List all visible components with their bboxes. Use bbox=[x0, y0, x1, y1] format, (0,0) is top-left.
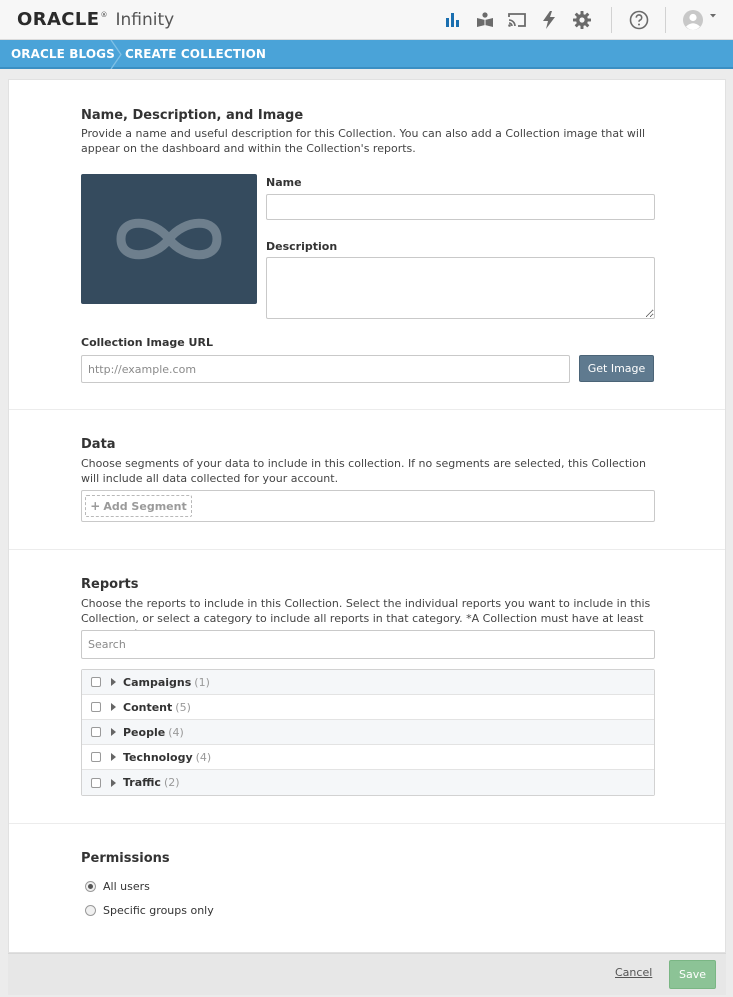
category-count: (2) bbox=[163, 776, 180, 789]
help-icon[interactable] bbox=[628, 9, 650, 31]
name-input[interactable] bbox=[266, 194, 655, 220]
add-segment-label: Add Segment bbox=[103, 499, 187, 513]
logo-registered-mark: ® bbox=[100, 11, 108, 19]
expand-triangle-icon[interactable] bbox=[111, 703, 116, 711]
app-header bbox=[0, 0, 733, 40]
name-label: Name bbox=[266, 176, 302, 189]
radio-button[interactable] bbox=[85, 905, 96, 916]
category-checkbox[interactable] bbox=[91, 702, 101, 712]
get-image-button[interactable]: Get Image bbox=[579, 355, 654, 382]
category-checkbox[interactable] bbox=[91, 778, 101, 788]
add-segment-button[interactable] bbox=[85, 495, 192, 517]
breadcrumb bbox=[0, 40, 733, 69]
collection-image-preview bbox=[81, 174, 257, 304]
cast-icon[interactable] bbox=[506, 9, 528, 31]
category-name: Traffic bbox=[123, 776, 161, 789]
lightning-icon[interactable] bbox=[538, 9, 560, 31]
report-category-list bbox=[81, 669, 655, 796]
category-count: (4) bbox=[195, 750, 212, 764]
expand-triangle-icon[interactable] bbox=[111, 753, 116, 761]
name-section-title: Name, Description, and Image bbox=[81, 108, 304, 123]
bar-chart-icon[interactable] bbox=[442, 9, 464, 31]
report-category-row[interactable] bbox=[82, 670, 654, 695]
description-label: Description bbox=[266, 240, 338, 253]
section-divider bbox=[9, 549, 725, 550]
category-count: (1) bbox=[194, 675, 210, 689]
image-url-input[interactable] bbox=[81, 355, 570, 383]
report-category-row[interactable] bbox=[82, 720, 654, 745]
form-footer bbox=[8, 953, 726, 995]
cancel-link[interactable]: Cancel bbox=[615, 966, 653, 979]
segment-selector[interactable] bbox=[81, 490, 655, 522]
plus-icon: + bbox=[90, 499, 101, 513]
gear-icon[interactable] bbox=[571, 9, 593, 31]
name-section-description: Provide a name and useful description for this Collection. You can also add a Collection image that will appear on the dashboard and within the Collection's reports. bbox=[81, 127, 646, 155]
radio-label: All users bbox=[103, 880, 150, 893]
header-divider bbox=[611, 7, 612, 33]
breadcrumb-separator-icon bbox=[110, 40, 126, 69]
reports-section-description: Choose the reports to include in this Collection. Select the individual reports you want to include in this Collection, or select a category to include all reports in that category. *A Collection must have at least bbox=[81, 597, 651, 625]
radio-label: Specific groups only bbox=[103, 904, 214, 917]
book-icon[interactable] bbox=[474, 9, 496, 31]
category-name: Campaigns bbox=[123, 675, 192, 689]
oracle-infinity-logo[interactable] bbox=[17, 9, 174, 30]
permissions-section-title: Permissions bbox=[81, 851, 170, 866]
logo-product-name: Infinity bbox=[115, 10, 175, 30]
logo-brand: ORACLE bbox=[17, 9, 100, 30]
category-name: Content bbox=[123, 700, 173, 714]
user-avatar-icon[interactable] bbox=[681, 9, 719, 31]
permission-option-specific-groups[interactable] bbox=[85, 904, 214, 917]
header-divider bbox=[665, 7, 666, 33]
infinity-icon bbox=[81, 174, 257, 304]
category-count: (4) bbox=[168, 725, 184, 739]
expand-triangle-icon[interactable] bbox=[111, 678, 116, 686]
report-category-row[interactable] bbox=[82, 745, 654, 770]
reports-section-title: Reports bbox=[81, 577, 139, 592]
description-textarea[interactable] bbox=[266, 257, 655, 319]
category-name: People bbox=[123, 725, 166, 739]
create-collection-form bbox=[8, 79, 726, 953]
radio-button[interactable] bbox=[85, 881, 96, 892]
permission-option-all-users[interactable] bbox=[85, 880, 150, 893]
expand-triangle-icon[interactable] bbox=[111, 728, 116, 736]
category-name: Technology bbox=[123, 750, 193, 764]
section-divider bbox=[9, 409, 725, 410]
section-divider bbox=[9, 823, 725, 824]
report-category-row[interactable] bbox=[82, 770, 654, 795]
category-checkbox[interactable] bbox=[91, 727, 101, 737]
breadcrumb-item-oracle-blogs[interactable]: ORACLE BLOGS bbox=[11, 47, 115, 61]
save-button[interactable]: Save bbox=[669, 960, 716, 989]
data-section-title: Data bbox=[81, 437, 116, 452]
reports-search-input[interactable] bbox=[81, 630, 655, 659]
category-checkbox[interactable] bbox=[91, 752, 101, 762]
expand-triangle-icon[interactable] bbox=[111, 779, 116, 787]
breadcrumb-item-create-collection: CREATE COLLECTION bbox=[125, 47, 267, 61]
category-count: (5) bbox=[175, 700, 191, 714]
report-category-row[interactable] bbox=[82, 695, 654, 720]
data-section-description: Choose segments of your data to include in this collection. If no segments are selected, this Collection will include all data collected for your account. bbox=[81, 457, 646, 485]
category-checkbox[interactable] bbox=[91, 677, 101, 687]
image-url-label: Collection Image URL bbox=[81, 336, 213, 349]
